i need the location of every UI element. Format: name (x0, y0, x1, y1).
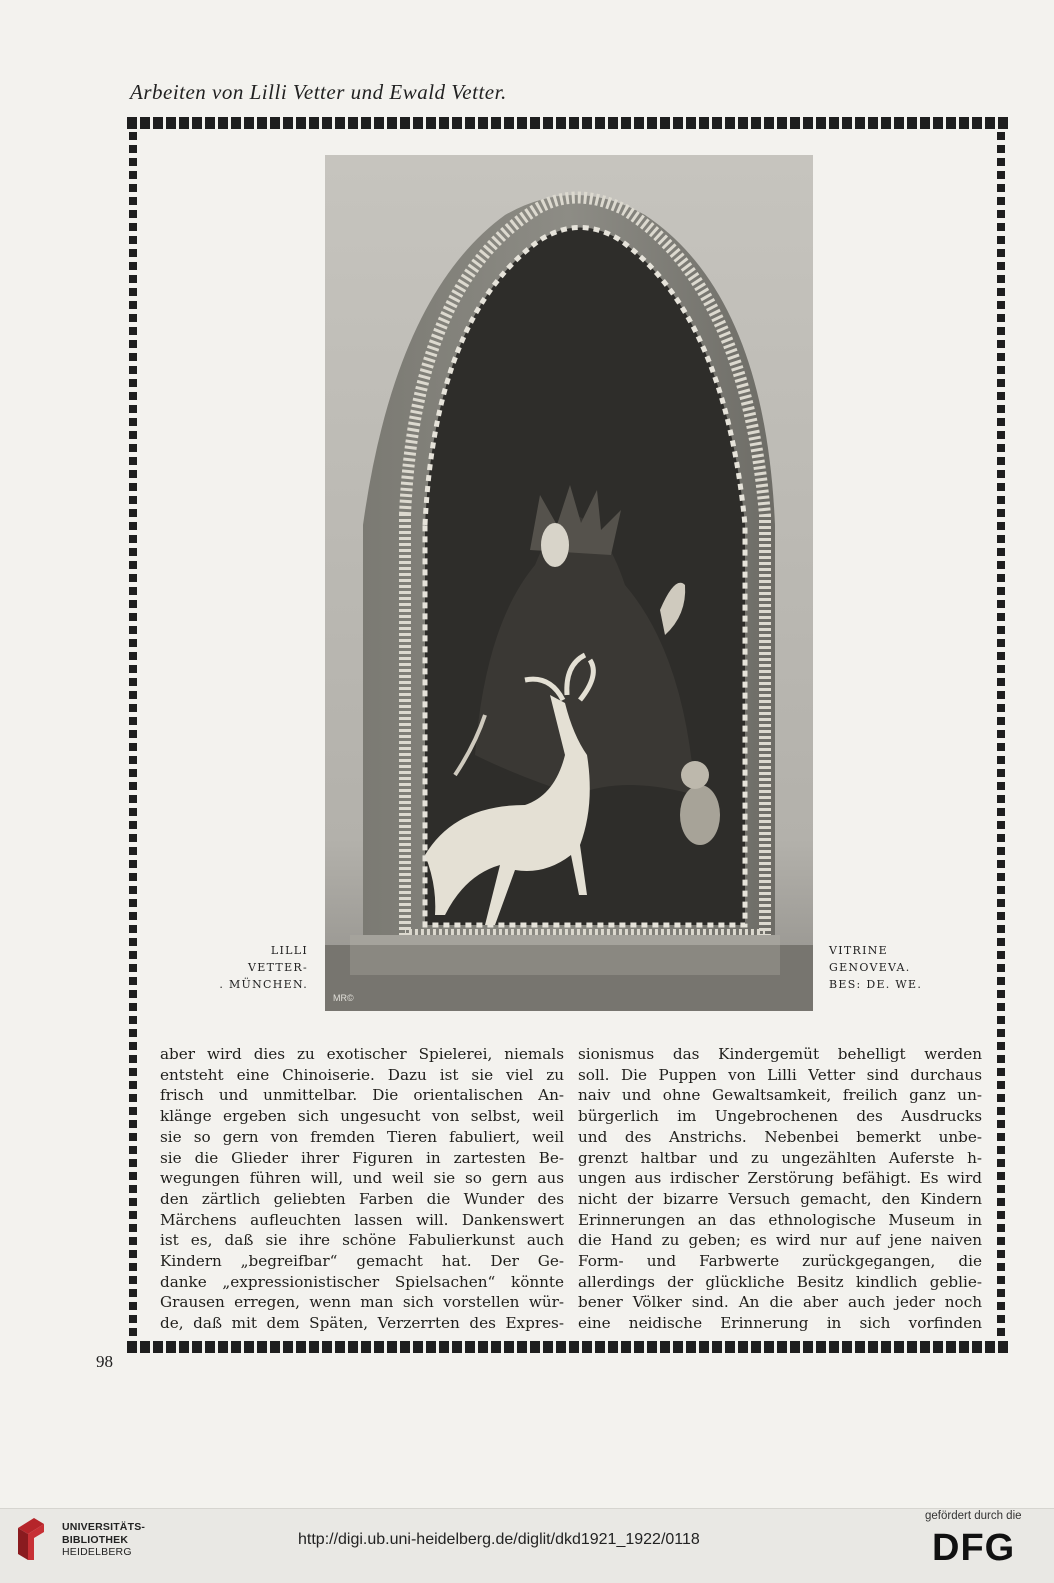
text-line: soll. Die Puppen von Lilli Vetter sind durchaus (578, 1065, 982, 1084)
text-line: bener Völker sind. An die aber auch jeder noch (578, 1293, 982, 1312)
caption-right-line: VITRINE (829, 944, 889, 957)
vitrine-photograph (325, 155, 813, 1011)
text-line: bürgerlich im Ungebrochenen des Ausdrucks (578, 1107, 982, 1126)
text-line: sionismus das Kindergemüt behelligt werden (578, 1045, 982, 1063)
border-right (997, 132, 1005, 1339)
page-number: 98 (96, 1352, 113, 1371)
text-line: ungen aus irdischer Zerstörung befähigt. Es wird (578, 1169, 982, 1188)
border-top (127, 117, 1008, 129)
text-line: Grausen erregen, wenn man sich vorstellen wür- (160, 1293, 564, 1312)
text-line: frisch und unmittelbar. Die orientalischen An- (160, 1086, 564, 1105)
text-line: sie die Glieder ihrer Figuren in zartesten Be- (160, 1148, 564, 1167)
text-column-left (160, 1044, 564, 1334)
text-line: Erinnerungen an das ethnologische Museum in (578, 1210, 982, 1229)
text-line: ist es, daß sie ihre schöne Fabulierkunst auch (160, 1231, 564, 1250)
text-line: und des Anstrichs. Nebenbei bemerkt unbe- (578, 1127, 982, 1146)
text-line: aber wird dies zu exotischer Spielerei, niemals (160, 1045, 564, 1063)
library-name-line: UNIVERSITÄTS- (62, 1521, 146, 1533)
library-logo-icon[interactable] (14, 1514, 48, 1564)
caption-right-line: BES: DE. WE. (829, 978, 923, 991)
text-line: Form- und Farbwerte zurückgegangen, die (578, 1252, 982, 1271)
text-line: nicht der bizarre Versuch gemacht, den Kindern (578, 1189, 982, 1208)
text-line: die Hand zu geben; es wird nur auf jene naiven (578, 1231, 982, 1250)
running-title: Arbeiten von Lilli Vetter und Ewald Vetter. (130, 80, 507, 104)
library-name-line: HEIDELBERG (62, 1546, 132, 1558)
library-name-line: BIBLIOTHEK (62, 1533, 129, 1546)
caption-left-line: . MÜNCHEN. (219, 978, 308, 991)
caption-right (829, 942, 949, 993)
caption-left-line: LILLI (270, 944, 308, 957)
text-line: klänge ergeben sich ungesucht von selbst, weil (160, 1107, 564, 1126)
funded-by-label: gefördert durch die (925, 1510, 1022, 1522)
text-line: danke „expressionistischer Spielsachen“ könnte (160, 1272, 564, 1291)
caption-left (216, 942, 308, 993)
text-line: grenzt haltbar und zu ungezählten Auferste h- (578, 1148, 982, 1167)
text-line: Märchens aufleuchten lassen will. Dankenswert (160, 1210, 564, 1229)
text-line: naiv und ohne Gewaltsamkeit, freilich ganz un- (578, 1086, 982, 1105)
dfg-logo[interactable]: DFG (932, 1527, 1016, 1569)
text-column-right (578, 1044, 982, 1334)
caption-left-line: VETTER- (248, 961, 308, 974)
text-line: Kindern „begreifbar“ gemacht hat. Der Ge- (160, 1252, 564, 1271)
border-bottom (127, 1341, 1008, 1353)
caption-right-line: GENOVEVA. (829, 961, 911, 974)
text-line: wegungen führen will, und weil sie so gern aus (160, 1169, 564, 1188)
permalink[interactable]: http://digi.ub.uni-heidelberg.de/diglit/dkd1921_1922/0118 (298, 1531, 700, 1548)
text-line: eine neidische Erinnerung in sich vorfinden (578, 1314, 982, 1333)
text-line: sie so gern von fremden Tieren fabuliert, weil (160, 1127, 564, 1146)
text-line: de, daß mit dem Späten, Verzerrten des Expres- (160, 1314, 564, 1333)
photo-signature: MR© (333, 993, 354, 1003)
text-line: den zärtlich geliebten Farben die Wunder des (160, 1189, 564, 1208)
text-line: allerdings der glückliche Besitz kindlich geblie- (578, 1272, 982, 1291)
library-name[interactable] (62, 1521, 145, 1559)
text-line: entsteht eine Chinoiserie. Dazu ist sie viel zu (160, 1065, 564, 1084)
border-left (129, 132, 137, 1339)
